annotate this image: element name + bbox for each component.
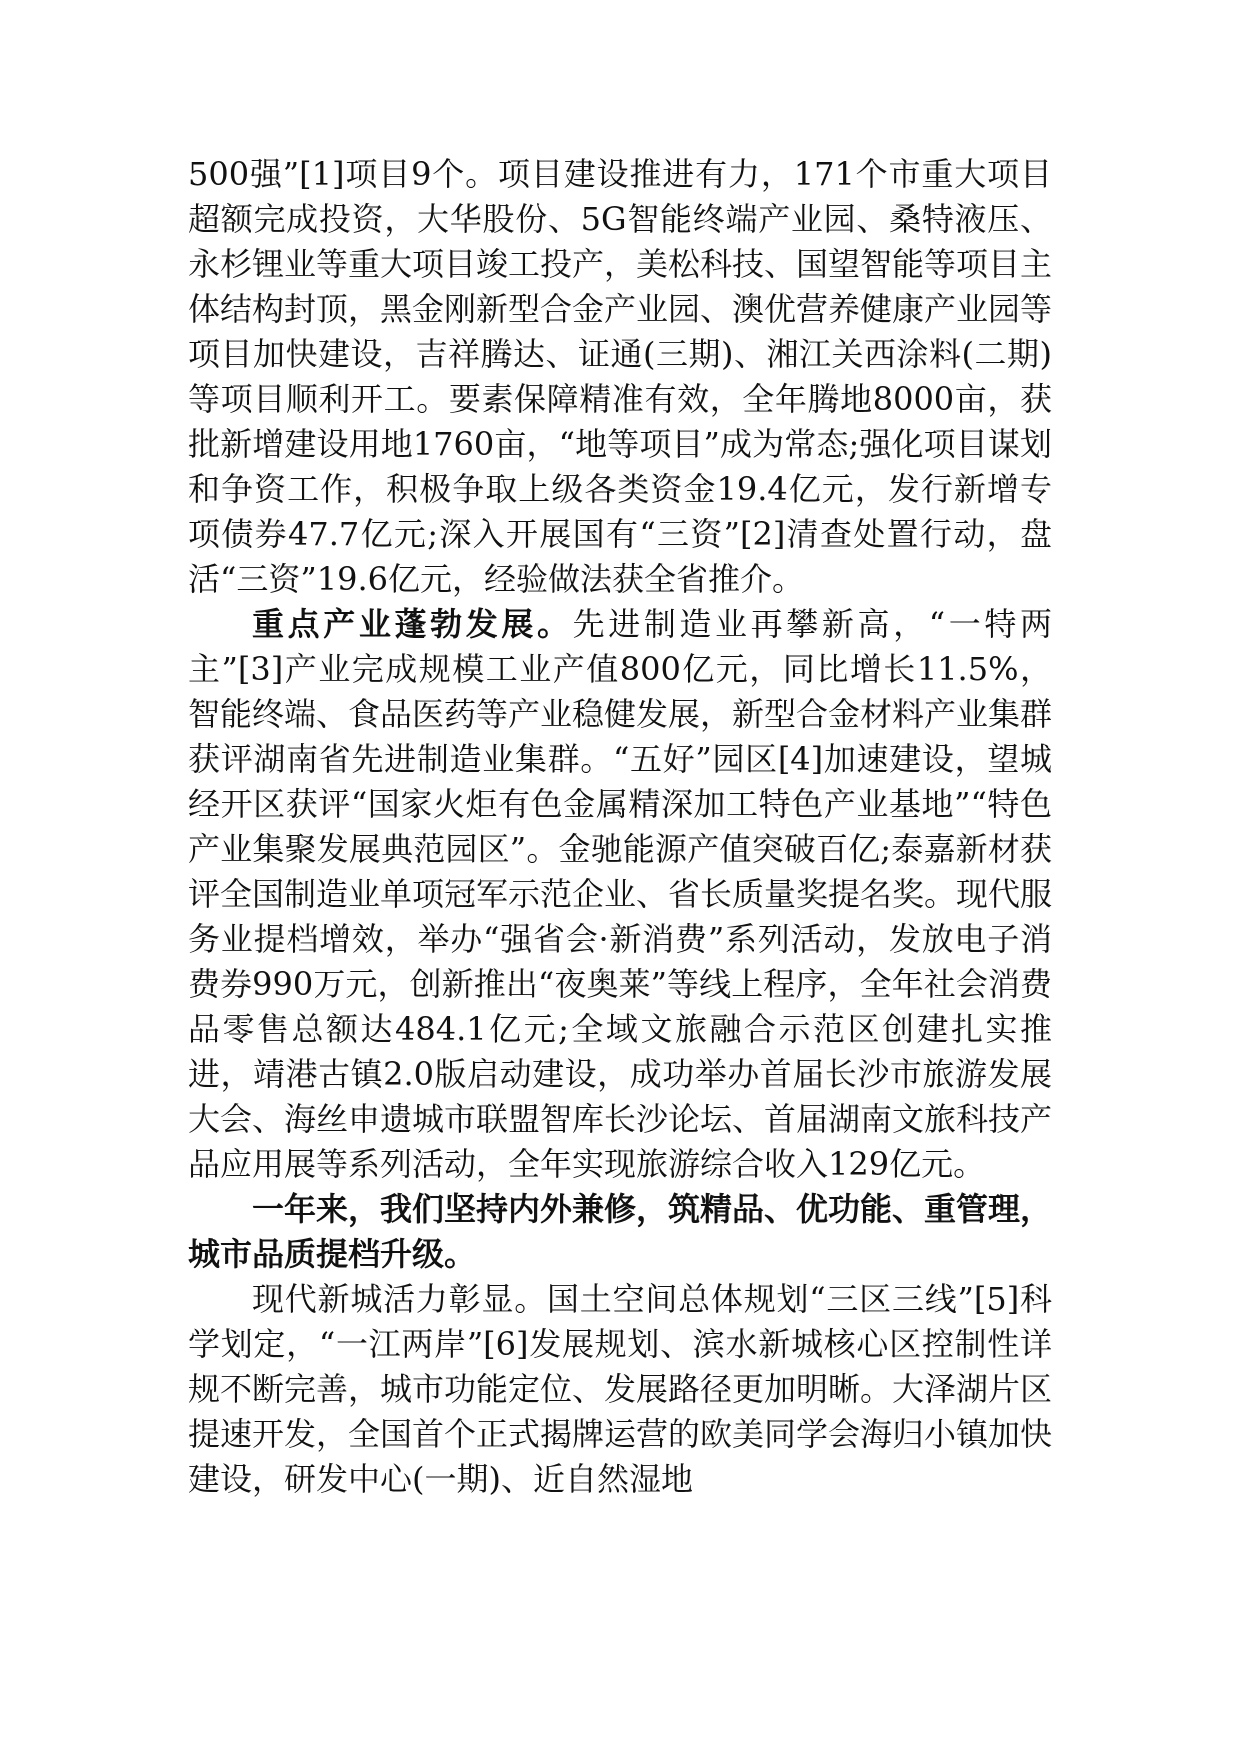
paragraph-lead: 重点产业蓬勃发展。: [252, 605, 573, 643]
paragraph-new-city: [188, 1277, 1052, 1502]
section-heading: 一年来，我们坚持内外兼修，筑精品、优功能、重管理，城市品质提档升级。: [188, 1190, 1053, 1273]
paragraph-text: 先进制造业再攀新高，“一特两主”[3]产业完成规模工业产值800亿元，同比增长11.5%，智能终端、食品医药等产业稳健发展，新型合金材料产业集群获评湖南省先进制造业集群。“五好”园区[4]加速建设，望城经开区获评“国家火炬有色金属精深加工特色产业基地”“特色产业集聚发展典范园区”。金驰能源产值突破百亿;泰嘉新材获评全国制造业单项冠军示范企业、省长质量奖提名奖。现代服务业提档增效，举办“强省会·新消费”系列活动，发放电子消费券990万元，创新推出“夜奥莱”等线上程序，全年社会消费品零售总额达484.1亿元;全域文旅融合示范区创建扎实推进，靖港古镇2.0版启动建设，成功举办首届长沙市旅游发展大会、海丝申遗城市联盟智库长沙论坛、首届湖南文旅科技产品应用展等系列活动，全年实现旅游综合收入129亿元。: [188, 605, 1053, 1183]
paragraph-text: 现代新城活力彰显。国土空间总体规划“三区三线”[5]科学划定，“一江两岸”[6]发展规划、滨水新城核心区控制性详规不断完善，城市功能定位、发展路径更加明晰。大泽湖片区提速开发，全国首个正式揭牌运营的欧美同学会海归小镇加快建设，研发中心(一期)、近自然湿地: [188, 1280, 1053, 1498]
paragraph-industry: [188, 602, 1052, 1187]
document-page: [188, 152, 1052, 1502]
paragraph-text: 500强”[1]项目9个。项目建设推进有力，171个市重大项目超额完成投资，大华股份、5G智能终端产业园、桑特液压、永杉锂业等重大项目竣工投产，美松科技、国望智能等项目主体结构封顶，黑金刚新型合金产业园、澳优营养健康产业园等项目加快建设，吉祥腾达、证通(三期)、湘江关西涂料(二期)等项目顺利开工。要素保障精准有效，全年腾地8000亩，获批新增建设用地1760亩，“地等项目”成为常态;强化项目谋划和争资工作，积极争取上级各类资金19.4亿元，发行新增专项债券47.7亿元;深入开展国有“三资”[2]清查处置行动，盘活“三资”19.6亿元，经验做法获全省推介。: [188, 155, 1053, 598]
paragraph-projects: [188, 152, 1052, 602]
